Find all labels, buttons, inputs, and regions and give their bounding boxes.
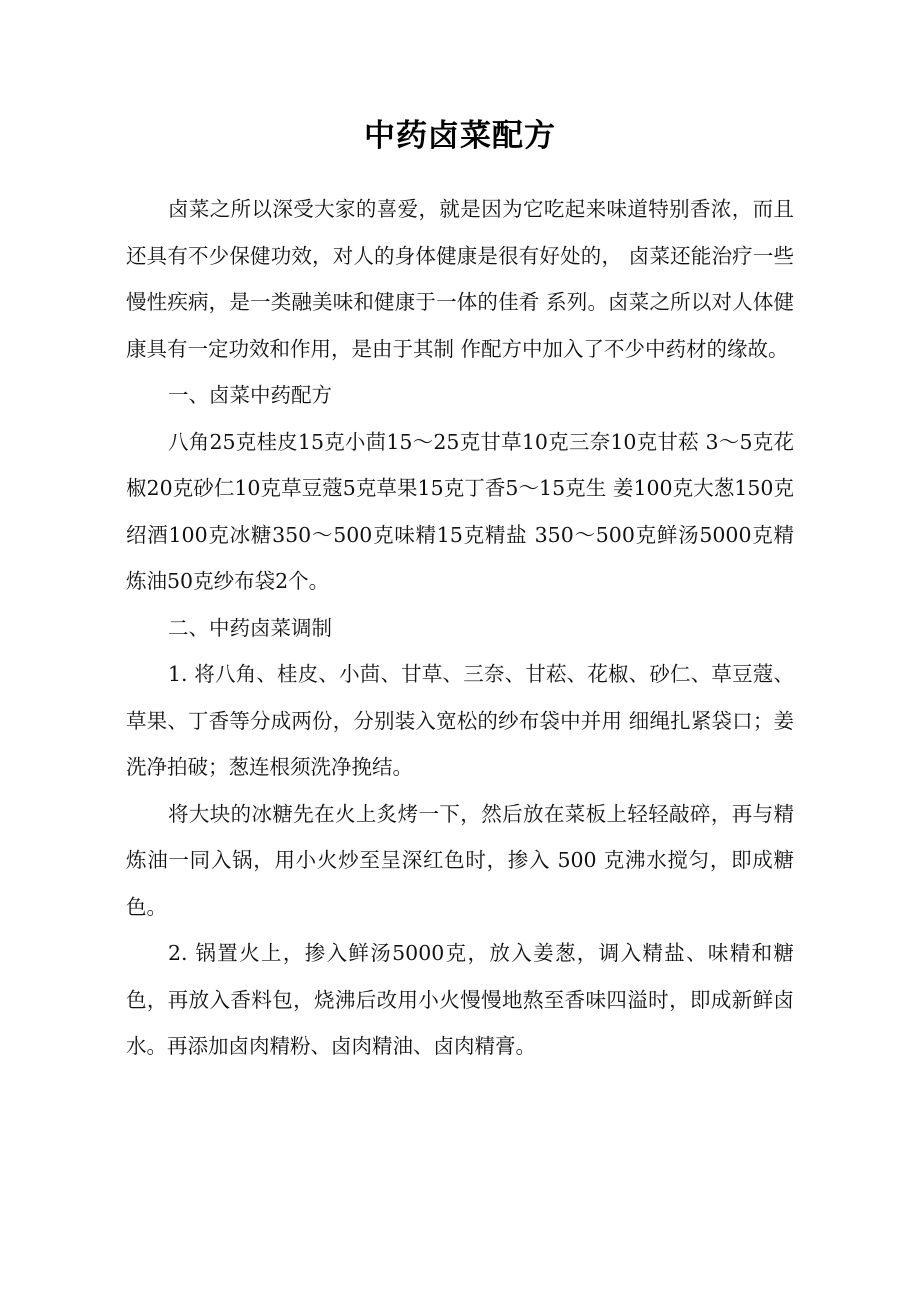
intro-paragraph: 卤菜之所以深受大家的喜爱，就是因为它吃起来味道特别香浓，而且还具有不少保健功效，对人的身体健康是很有好处的， 卤菜还能治疗一些慢性疾病，是一类融美味和健康于一体的佳肴 系列。卤菜之所以对人体健康具有一定功效和作用，是由于其制 作配方中加入了不少中药材的缘故。 [126,197,794,361]
sugar-color-paragraph: 将大块的冰糖先在火上炙烤一下，然后放在菜板上轻轻敲碎，再与精炼油一同入锅，用小火炒至呈深红色时，掺入 500 克沸水搅匀，即成糖色。 [126,801,794,919]
document-body [126,186,794,1070]
preparation-step-1: 1. 将八角、桂皮、小茴、甘草、三奈、甘菘、花椒、砂仁、草豆蔻、草果、丁香等分成两份，分别装入宽松的纱布袋中并用 细绳扎紧袋口；姜洗净拍破；葱连根须洗净挽结。 [126,662,794,779]
preparation-step-2: 2. 锅置火上，掺入鲜汤5000克，放入姜葱，调入精盐、味精和糖色，再放入香料包，烧沸后改用小火慢慢地熬至香味四溢时，即成新鲜卤水。再添加卤肉精粉、卤肉精油、卤肉精膏。 [126,941,794,1058]
page-title: 中药卤菜配方 [364,118,556,154]
recipe-ingredients-paragraph: 八角25克桂皮15克小茴15～25克甘草10克三奈10克甘菘 3～5克花椒20克砂仁10克草豆蔻5克草果15克丁香5～15克生 姜100克大葱150克绍酒100克冰糖350～500克味精15克精盐 350～500克鲜汤5000克精炼油50克纱布袋2个。 [126,429,794,593]
section-heading-recipe: 一、卤菜中药配方 [168,383,332,407]
section-heading-preparation: 二、中药卤菜调制 [168,615,332,640]
